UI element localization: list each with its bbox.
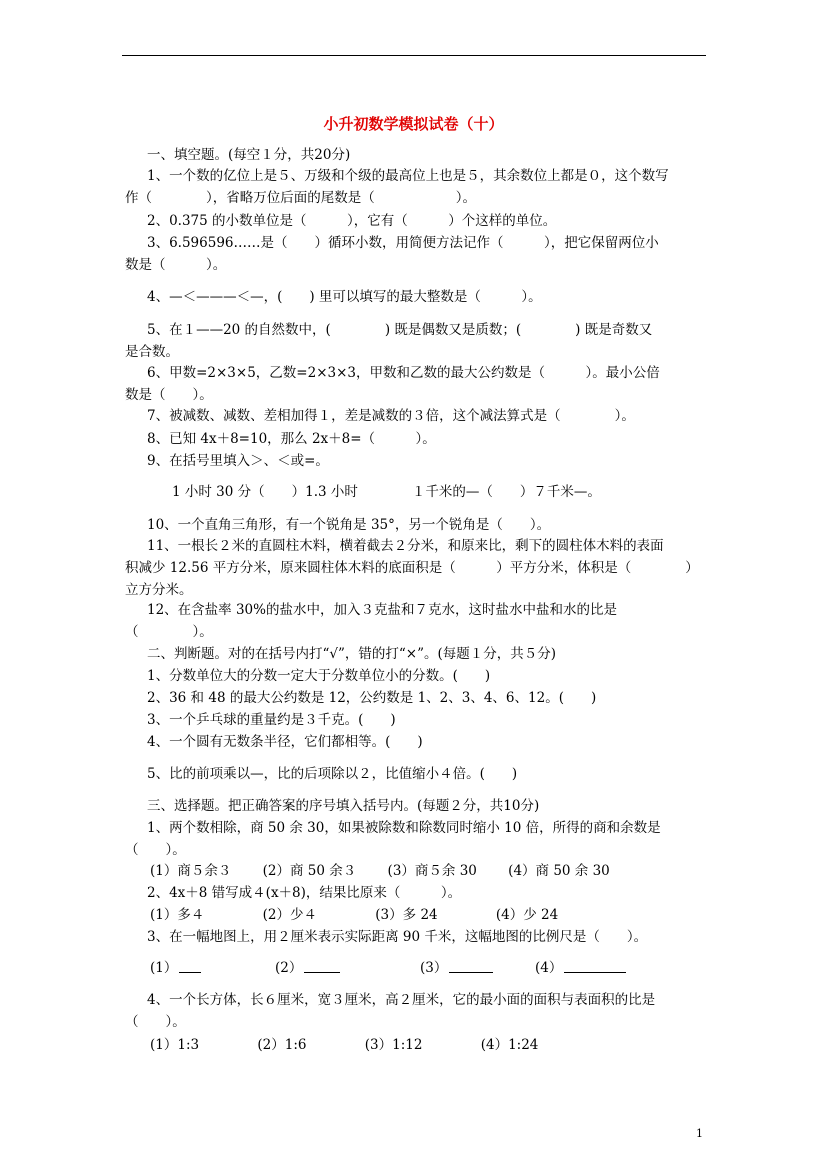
- text-line: 数是（ ）。: [125, 387, 213, 403]
- text-line: 2、4x＋8 错写成４(x＋8)，结果比原来（ ）。: [147, 885, 462, 901]
- text-line: 1 小时 30 分（ ）1.3 小时 １千米的—（ ）７千米—。: [172, 484, 601, 500]
- text-line: 4、一个长方体，长６厘米，宽３厘米，高２厘米，它的最小面的面积与表面积的比是: [147, 992, 656, 1008]
- choice-option-2: (2）: [275, 959, 340, 977]
- text-line: （ ）。: [125, 842, 186, 858]
- text-line: (1）商５余３ (2）商 50 余３ (3）商５余 30 (4）商 50 余 30: [150, 863, 610, 879]
- choice-option-4: (4）: [535, 959, 626, 977]
- text-line: 数是（ ）。: [125, 257, 227, 273]
- text-line: 10、一个直角三角形，有一个锐角是 35°，另一个锐角是（ ）。: [147, 517, 551, 533]
- page-number: 1: [696, 1127, 703, 1140]
- text-line: 1、两个数相除，商 50 余 30，如果被除数和除数同时缩小 10 倍，所得的商和余数是: [147, 820, 661, 836]
- text-line: 11、一根长２米的直圆柱木料，横着截去２分米，和原来比，剩下的圆柱体木料的表面: [147, 538, 664, 554]
- text-line: （ ）。: [125, 624, 213, 640]
- text-line: 5、比的前项乘以—，比的后项除以２，比值缩小４倍。( ): [147, 766, 518, 782]
- text-line: 1、一个数的亿位上是５、万级和个级的最高位上也是５，其余数位上都是０，这个数写: [147, 168, 669, 184]
- choice-option-3: (3）: [420, 959, 493, 977]
- text-line: 3、6.596596……是（ ）循环小数，用简便方法记作（ ），把它保留两位小: [147, 235, 659, 251]
- text-line: 1、分数单位大的分数一定大于分数单位小的分数。( ): [147, 668, 491, 684]
- text-line: 立方分米。: [125, 582, 193, 598]
- text-line: 4、—＜———＜—，( ) 里可以填写的最大整数是（ ）。: [147, 289, 542, 305]
- text-line: 作（ ），省略万位后面的尾数是（ ）。: [125, 190, 476, 206]
- text-line: 3、一个乒乓球的重量约是３千克。( ): [147, 712, 396, 728]
- text-line: （ ）。: [125, 1014, 186, 1030]
- text-line: 8、已知 4x＋8=10，那么 2x＋8=（ ）。: [147, 431, 436, 447]
- text-line: (1）1:3 (2）1:6 (3）1:12 (4）1:24: [150, 1037, 539, 1053]
- text-line: 6、甲数=2×3×5，乙数=2×3×3，甲数和乙数的最大公约数是（ ）。最小公倍: [147, 365, 660, 381]
- text-line: 积减少 12.56 平方分米，原来圆柱体木料的底面积是（ ）平方分米，体积是（ ）: [125, 560, 699, 576]
- text-line: 7、被减数、减数、差相加得１，差是减数的３倍，这个减法算式是（ ）。: [147, 408, 635, 424]
- text-line: 一、填空题。(每空１分，共20分): [147, 147, 351, 163]
- header-rule: [122, 55, 706, 56]
- text-line: 2、36 和 48 的最大公约数是 12，公约数是 1、2、3、4、6、12。( ): [147, 690, 597, 706]
- text-line: (1）多４ (2）少４ (3）多 24 (4）少 24: [150, 907, 559, 923]
- text-line: 3、在一幅地图上，用２厘米表示实际距离 90 千米，这幅地图的比例尺是（ ）。: [147, 929, 648, 945]
- text-line: 2、0.375 的小数单位是（ ），它有（ ）个这样的单位。: [147, 213, 557, 229]
- text-line: 12、在含盐率 30%的盐水中，加入３克盐和７克水，这时盐水中盐和水的比是: [147, 602, 617, 618]
- text-line: 二、判断题。对的在括号内打“√”，错的打“×”。(每题１分，共５分): [147, 646, 557, 662]
- text-line: 4、一个圆有无数条半径，它们都相等。( ): [147, 734, 423, 750]
- text-line: 是合数。: [125, 344, 179, 360]
- text-line: 三、选择题。把正确答案的序号填入括号内。(每题２分，共10分): [147, 798, 540, 814]
- text-line: 5、在１——20 的自然数中，( ) 既是偶数又是质数；( ) 既是奇数又: [147, 322, 653, 338]
- text-line: 9、在括号里填入＞、＜或=。: [147, 453, 329, 469]
- choice-option-1: (1）: [150, 959, 201, 977]
- page-title: 小升初数学模拟试卷（十）: [323, 115, 504, 133]
